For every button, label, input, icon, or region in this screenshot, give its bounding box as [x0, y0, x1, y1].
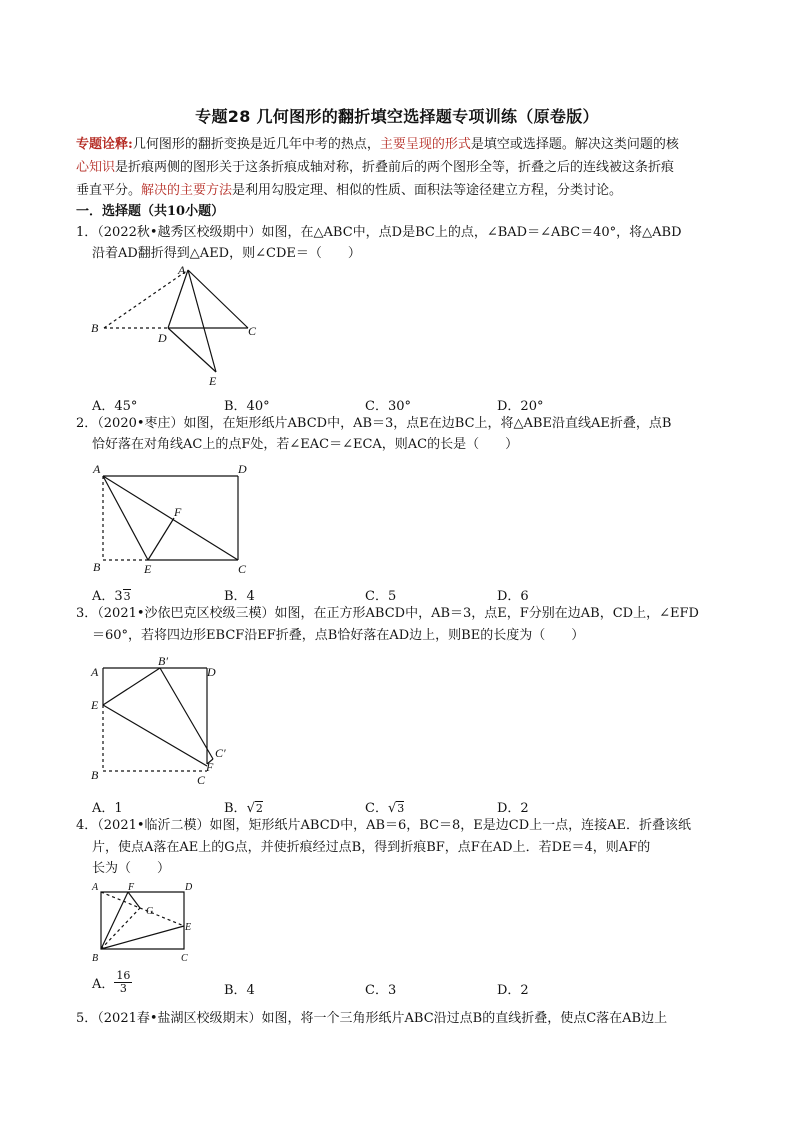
- q4-label-g: G: [146, 906, 154, 917]
- q1-line-2: 沿着AD翻折得到△AED，则∠CDE＝（ ）: [92, 246, 361, 261]
- q1-label-a: A: [178, 263, 186, 277]
- q3-option-c: C．√3: [365, 801, 405, 816]
- q4-option-a: A． $\frac{16}{3}$: [92, 969, 131, 995]
- q3-figure: [86, 652, 246, 792]
- q2-option-a: A．33: [92, 589, 131, 604]
- q4-line-1: 4．（2021•临沂二模）如图，矩形纸片ABCD中，AB＝6，BC＝8，E是边CD上一点，连接AE．折叠该纸: [76, 818, 692, 833]
- intro-line-2: 心知识是折痕两侧的图形关于这条折痕成轴对称，折叠前后的两个图形全等，折叠之后的连线被这条折痕: [76, 160, 675, 175]
- q3-label-b: B: [91, 768, 99, 782]
- q1-label-d: D: [158, 331, 167, 345]
- q4-label-e: E: [185, 922, 192, 933]
- intro-line-3: 垂直平分。解决的主要方法是利用勾股定理、相似的性质、面积法等途径建立方程，分类讨论。: [76, 183, 623, 198]
- q4-option-a-fraction: $\frac{16}{3}$: [116, 969, 131, 995]
- q4-line-2: 片，使点A落在AE上的G点，并使折痕经过点B，得到折痕BF，点F在AD上．若DE＝4，则AF的: [92, 840, 651, 855]
- q1-figure: [86, 262, 276, 392]
- q4-label-d: D: [185, 882, 193, 893]
- section-heading: 一．选择题（共10小题）: [76, 204, 225, 219]
- q3-label-bprime: B′: [158, 654, 168, 668]
- q2-line-1: 2．（2020•枣庄）如图，在矩形纸片ABCD中，AB＝3，点E在边BC上，将△ABE沿直线AE折叠，点B: [76, 416, 672, 431]
- q2-option-c: C．5: [365, 589, 397, 604]
- q2-option-d: D．6: [497, 589, 529, 604]
- q4-label-a: A: [92, 882, 99, 893]
- q2-option-b: B．4: [224, 589, 255, 604]
- q4-line-3: 长为（ ）: [92, 861, 171, 876]
- intro-line-1: 专题诠释:几何图形的翻折变换是近几年中考的热点，主要呈现的形式是填空或选择题。解决这类问题的核: [76, 137, 679, 152]
- q4-option-b: B．4: [224, 983, 255, 998]
- q3-option-a: A．1: [92, 801, 123, 816]
- q2-line-2: 恰好落在对角线AC上的点F处，若∠EAC＝∠ECA，则AC的长是（ ）: [92, 437, 519, 452]
- q3-label-d: D: [207, 665, 216, 679]
- q5-line-1: 5．（2021春•盐湖区校级期末）如图，将一个三角形纸片ABC沿过点B的直线折叠，使点C落在AB边上: [76, 1011, 668, 1026]
- q1-label-e: E: [209, 374, 217, 388]
- q3-label-c: C: [197, 773, 206, 787]
- q3-label-f: F: [206, 760, 214, 774]
- q2-label-a: A: [93, 462, 101, 476]
- q3-label-a: A: [91, 665, 99, 679]
- q2-figure: [88, 460, 258, 580]
- q4-label-c: C: [181, 953, 188, 964]
- q3-line-1: 3．（2021•沙依巴克区校级三模）如图，在正方形ABCD中，AB＝3，点E，F分别在边AB，CD上，∠EFD: [76, 606, 699, 621]
- intro-label: 专题诠释:: [76, 137, 133, 152]
- q3-line-2: ＝60°，若将四边形EBCF沿EF折叠，点B恰好落在AD边上，则BE的长度为（ ）: [92, 628, 585, 643]
- q3-option-d: D．2: [497, 801, 529, 816]
- q1-label-c: C: [248, 324, 257, 338]
- q4-figure: [88, 878, 208, 966]
- q3-label-e: E: [91, 698, 99, 712]
- q3-option-b: B．√2: [224, 801, 263, 816]
- q2-label-e: E: [144, 562, 152, 576]
- q2-label-c: C: [238, 562, 247, 576]
- q2-label-f: F: [174, 505, 182, 519]
- q1-label-b: B: [91, 321, 99, 335]
- q2-label-b: B: [93, 560, 101, 574]
- q1-option-c: C．30°: [365, 399, 411, 414]
- q4-option-c: C．3: [365, 983, 397, 998]
- page-title: 专题28 几何图形的翻折填空选择题专项训练（原卷版）: [195, 107, 599, 126]
- q1-option-d: D．20°: [497, 399, 544, 414]
- q4-label-f: F: [128, 882, 135, 893]
- q1-option-a: A．45°: [92, 399, 138, 414]
- q1-line-1: 1．（2022秋•越秀区校级期中）如图，在△ABC中，点D是BC上的点，∠BAD＝∠ABC＝40°，将△ABD: [76, 225, 682, 240]
- q1-option-b: B．40°: [224, 399, 270, 414]
- q4-option-d: D．2: [497, 983, 529, 998]
- q4-label-b: B: [92, 953, 99, 964]
- q2-label-d: D: [238, 462, 247, 476]
- q3-label-cprime: C′: [215, 746, 226, 760]
